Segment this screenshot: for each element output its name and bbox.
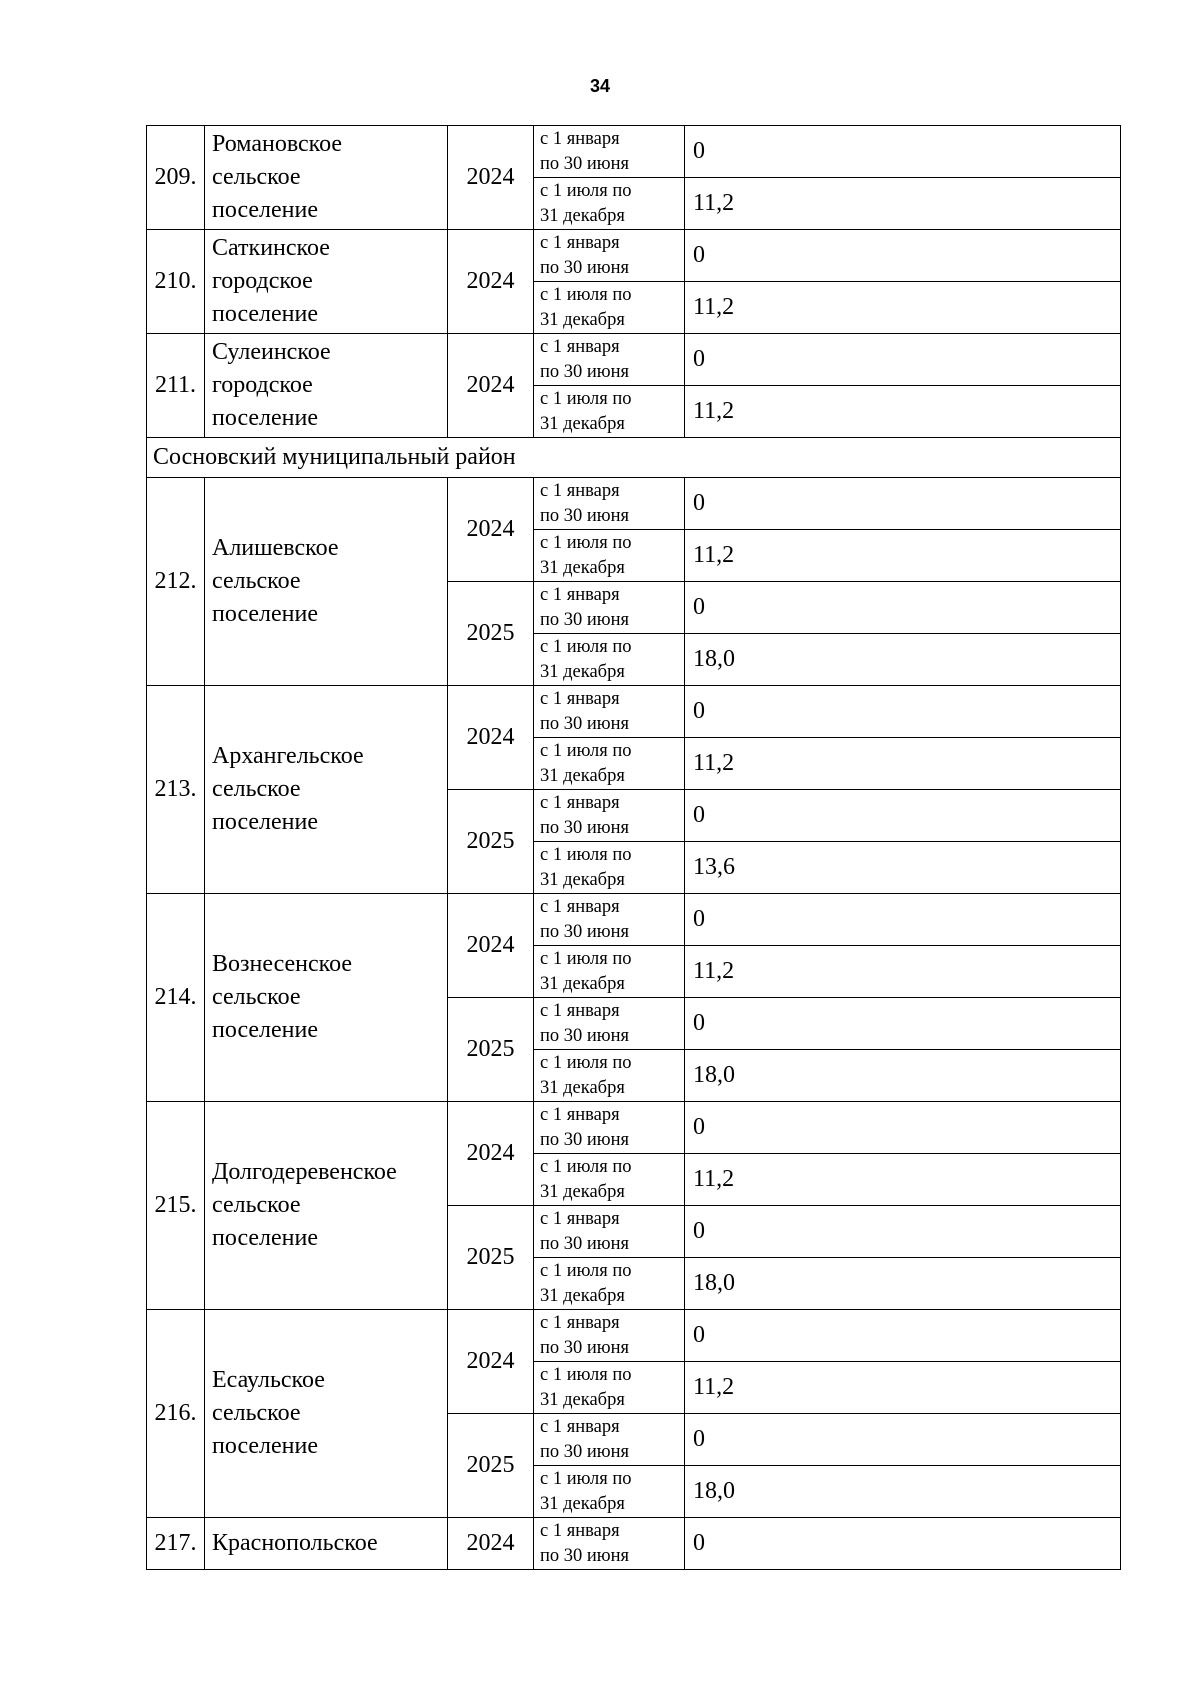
settlement-name: Романовское сельское поселение — [205, 126, 448, 230]
period-cell: с 1 января по 30 июня — [534, 478, 685, 530]
table-row — [147, 1310, 1121, 1362]
period-cell: с 1 июля по 31 декабря — [534, 1466, 685, 1518]
settlement-name: Саткинское городское поселение — [205, 230, 448, 334]
year-cell: 2024 — [448, 1102, 534, 1206]
year-cell: 2024 — [448, 230, 534, 334]
value-cell: 0 — [685, 126, 1121, 178]
period-cell: с 1 июля по 31 декабря — [534, 386, 685, 438]
table-row — [147, 1102, 1121, 1154]
table-row — [147, 894, 1121, 946]
period-cell: с 1 июля по 31 декабря — [534, 842, 685, 894]
period-cell: с 1 июля по 31 декабря — [534, 178, 685, 230]
year-cell: 2024 — [448, 126, 534, 230]
row-number: 215. — [147, 1102, 205, 1310]
period-cell: с 1 января по 30 июня — [534, 790, 685, 842]
value-cell: 11,2 — [685, 386, 1121, 438]
value-cell: 0 — [685, 1518, 1121, 1570]
period-cell: с 1 января по 30 июня — [534, 126, 685, 178]
period-cell: с 1 июля по 31 декабря — [534, 946, 685, 998]
period-cell: с 1 января по 30 июня — [534, 1206, 685, 1258]
settlement-name: Архангельское сельское поселение — [205, 686, 448, 894]
table-row — [147, 230, 1121, 282]
district-name: Сосновский муниципальный район — [147, 438, 1121, 478]
year-cell: 2024 — [448, 1518, 534, 1570]
period-cell: с 1 июля по 31 декабря — [534, 530, 685, 582]
value-cell: 18,0 — [685, 634, 1121, 686]
year-cell: 2025 — [448, 582, 534, 686]
value-cell: 0 — [685, 230, 1121, 282]
value-cell: 18,0 — [685, 1258, 1121, 1310]
value-cell: 11,2 — [685, 738, 1121, 790]
value-cell: 11,2 — [685, 1362, 1121, 1414]
value-cell: 0 — [685, 1206, 1121, 1258]
page-number: 34 — [589, 76, 611, 96]
settlement-name: Краснопольское — [205, 1518, 448, 1570]
table-row — [147, 1518, 1121, 1570]
year-cell: 2025 — [448, 790, 534, 894]
settlement-name: Долгодеревенское сельское поселение — [205, 1102, 448, 1310]
row-number: 211. — [147, 334, 205, 438]
value-cell: 11,2 — [685, 946, 1121, 998]
value-cell: 11,2 — [685, 282, 1121, 334]
value-cell: 0 — [685, 1102, 1121, 1154]
value-cell: 0 — [685, 894, 1121, 946]
row-number: 214. — [147, 894, 205, 1102]
settlement-name: Есаульское сельское поселение — [205, 1310, 448, 1518]
value-cell: 0 — [685, 582, 1121, 634]
settlement-name: Алишевское сельское поселение — [205, 478, 448, 686]
year-cell: 2024 — [448, 894, 534, 998]
value-cell: 11,2 — [685, 1154, 1121, 1206]
table-row — [147, 334, 1121, 386]
row-number: 212. — [147, 478, 205, 686]
value-cell: 0 — [685, 334, 1121, 386]
period-cell: с 1 января по 30 июня — [534, 582, 685, 634]
settlement-name: Сулеинское городское поселение — [205, 334, 448, 438]
period-cell: с 1 июля по 31 декабря — [534, 1050, 685, 1102]
period-cell: с 1 января по 30 июня — [534, 686, 685, 738]
row-number: 210. — [147, 230, 205, 334]
row-number: 216. — [147, 1310, 205, 1518]
period-cell: с 1 июля по 31 декабря — [534, 634, 685, 686]
period-cell: с 1 января по 30 июня — [534, 894, 685, 946]
district-header-row — [147, 438, 1121, 478]
value-cell: 0 — [685, 1414, 1121, 1466]
value-cell: 0 — [685, 478, 1121, 530]
row-number: 213. — [147, 686, 205, 894]
period-cell: с 1 января по 30 июня — [534, 334, 685, 386]
period-cell: с 1 июля по 31 декабря — [534, 282, 685, 334]
period-cell: с 1 января по 30 июня — [534, 1310, 685, 1362]
table-row — [147, 478, 1121, 530]
period-cell: с 1 января по 30 июня — [534, 1414, 685, 1466]
row-number: 209. — [147, 126, 205, 230]
value-cell: 0 — [685, 790, 1121, 842]
table-row — [147, 686, 1121, 738]
period-cell: с 1 июля по 31 декабря — [534, 1362, 685, 1414]
year-cell: 2025 — [448, 1206, 534, 1310]
value-cell: 18,0 — [685, 1050, 1121, 1102]
period-cell: с 1 июля по 31 декабря — [534, 1154, 685, 1206]
value-cell: 13,6 — [685, 842, 1121, 894]
period-cell: с 1 января по 30 июня — [534, 1102, 685, 1154]
value-cell: 0 — [685, 998, 1121, 1050]
period-cell: с 1 января по 30 июня — [534, 998, 685, 1050]
period-cell: с 1 января по 30 июня — [534, 1518, 685, 1570]
value-cell: 18,0 — [685, 1466, 1121, 1518]
year-cell: 2024 — [448, 334, 534, 438]
value-cell: 0 — [685, 686, 1121, 738]
period-cell: с 1 июля по 31 декабря — [534, 1258, 685, 1310]
year-cell: 2024 — [448, 1310, 534, 1414]
year-cell: 2025 — [448, 1414, 534, 1518]
year-cell: 2024 — [448, 478, 534, 582]
period-cell: с 1 июля по 31 декабря — [534, 738, 685, 790]
tariff-table — [146, 125, 1121, 1570]
value-cell: 11,2 — [685, 178, 1121, 230]
table-row — [147, 126, 1121, 178]
value-cell: 11,2 — [685, 530, 1121, 582]
row-number: 217. — [147, 1518, 205, 1570]
year-cell: 2025 — [448, 998, 534, 1102]
year-cell: 2024 — [448, 686, 534, 790]
value-cell: 0 — [685, 1310, 1121, 1362]
period-cell: с 1 января по 30 июня — [534, 230, 685, 282]
settlement-name: Вознесенское сельское поселение — [205, 894, 448, 1102]
